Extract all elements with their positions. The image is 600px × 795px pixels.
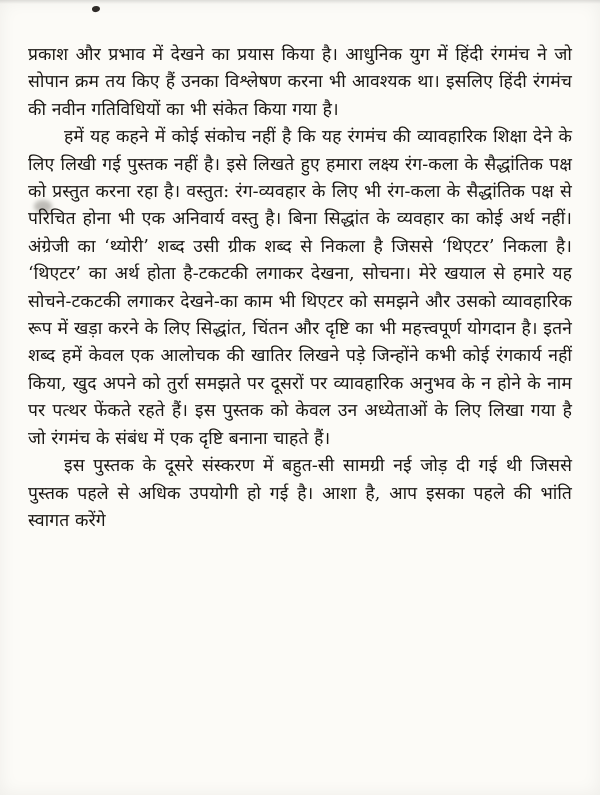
paragraph-continuation: प्रकाश और प्रभाव में देखने का प्रयास किया है। आधुनिक युग में हिंदी रंगमंच ने जो सोपान क्रम तय किए हैं उनका विश्लेषण करना भी आवश्यक था। इसलिए हिंदी रंगमंच की नवीन गतिविधियों का भी संकेत किया गया है। [28,45,572,120]
paragraph-main: हमें यह कहने में कोई संकोच नहीं है कि यह रंगमंच की व्यावहारिक शिक्षा देने के लिए लिखी गई पुस्तक नहीं है। इसे लिखते हुए हमारा लक्ष्य रंग-कला के सैद्धांतिक पक्ष को प्रस्तुत करना रहा है। वस्तुत: रंग-व्यवहार के लिए भी रंग-कला के सैद्धांतिक पक्ष से परिचित होना भी एक अनिवार्य वस्तु है। बिना सिद्धांत के व्यवहार का कोई अर्थ नहीं। अंग्रेजी का ‘थ्योरी’ शब्द उसी ग्रीक शब्द से निकला है जिससे ‘थिएटर’ निकला है। ‘थिएटर’ का अर्थ होता है-टकटकी लगाकर देखना, सोचना। मेरे खयाल से हमारे यह सोचने-टकटकी लगाकर देखने-का काम भी थिएटर को समझने और उसको व्यावहारिक रूप में खड़ा करने के लिए सिद्धांत, चिंतन और दृष्टि का भी महत्त्वपूर्ण योगदान है। इतने शब्द हमें केवल एक आलोचक की खातिर लिखने पड़े जिन्होंने कभी कोई रंगकार्य नहीं किया, खुद अपने को तुर्रा समझते पर दूसरों पर व्यावहारिक अनुभव के न होने के नाम पर पत्थर फेंकते रहते हैं। इस पुस्तक को केवल उन अध्येताओं के लिए लिखा गया है जो रंगमंच के संबंध में एक दृष्टि बनाना चाहते हैं। [28,127,572,449]
paragraph-closing: इस पुस्तक के दूसरे संस्करण में बहुत-सी सामग्री नई जोड़ दी गई थी जिससे पुस्तक पहले से अधिक उपयोगी हो गई है। आशा है, आप इसका पहले की भांति स्वागत करेंगे [28,456,572,531]
scan-speck-mark [91,5,100,13]
page-text-block [28,42,572,535]
